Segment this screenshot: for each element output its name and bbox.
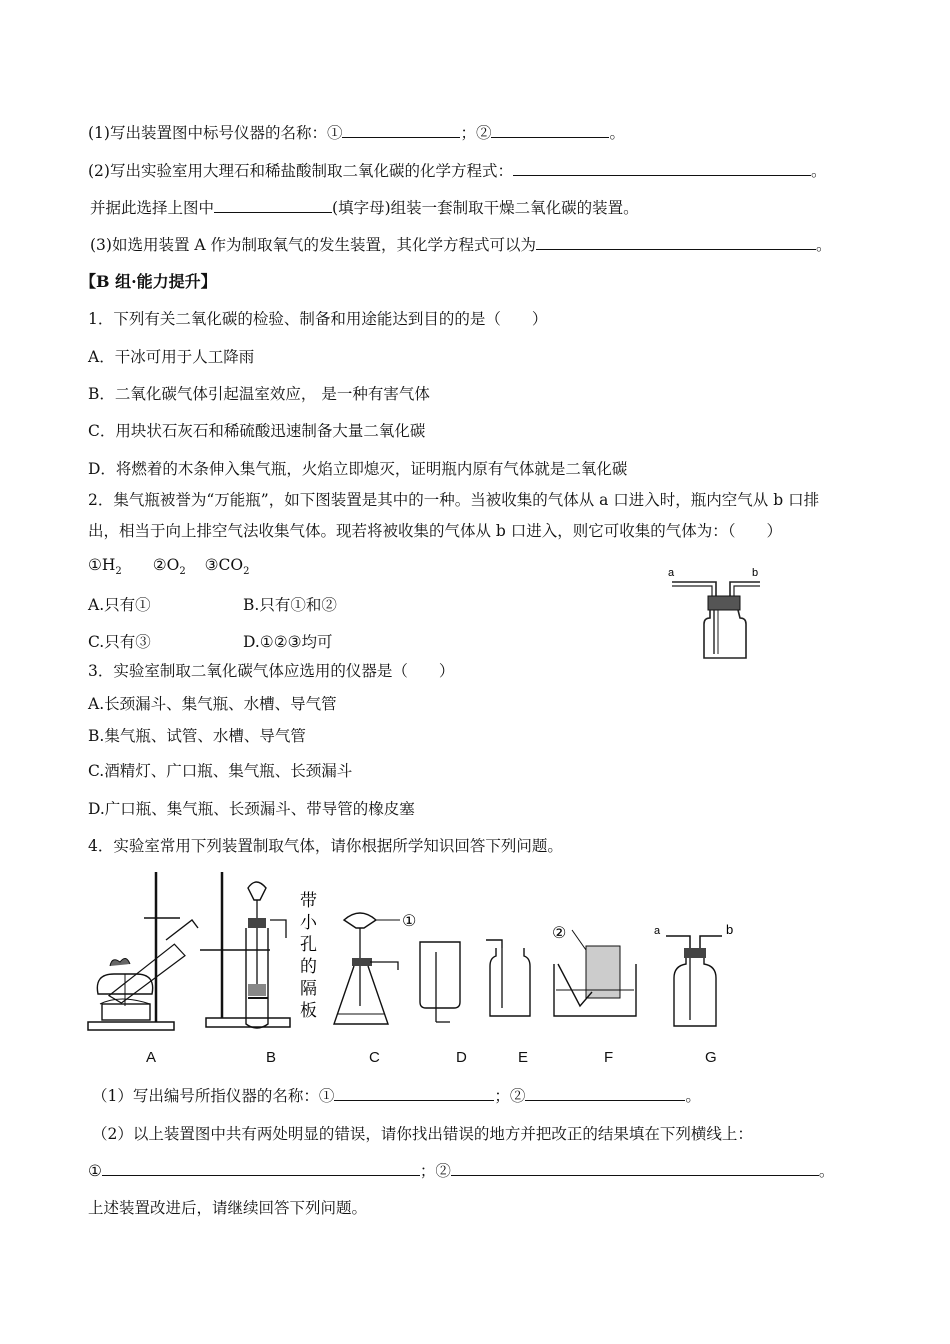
p3-stem: 3．实验室制取二氧化碳气体应选用的仪器是（ ）	[88, 662, 455, 680]
p1-option-d: D．将燃着的木条伸入集气瓶，火焰立即熄灭，证明瓶内原有气体就是二氧化碳	[88, 460, 628, 478]
answer-blank[interactable]	[513, 161, 811, 176]
apparatus-a	[88, 872, 198, 1030]
end: 。	[609, 124, 625, 142]
end: 。	[685, 1087, 701, 1105]
p4-q2: （2）以上装置图中共有两处明显的错误，请你找出错误的地方并把改正的结果填在下列横线上：	[92, 1125, 753, 1143]
apparatus-figure	[80, 866, 760, 1034]
vert-char: 小	[300, 913, 317, 932]
p1-option-a: A．干冰可用于人工降雨	[88, 348, 255, 366]
label-g: G	[705, 1049, 717, 1066]
p3-option-c: C.酒精灯、广口瓶、集气瓶、长颈漏斗	[88, 762, 353, 780]
answer-blank[interactable]	[342, 123, 460, 138]
apparatus-d	[420, 942, 460, 1022]
answer-blank[interactable]	[214, 198, 332, 213]
apparatus-g	[654, 922, 733, 1026]
gas-3: ③CO	[204, 556, 244, 574]
q-top-2	[88, 161, 826, 181]
apparatus-e	[486, 940, 530, 1016]
p4-tail: 上述装置改进后，请继续回答下列问题。	[88, 1199, 368, 1217]
q-top-2b-end: (填字母)组装一套制取干燥二氧化碳的装置。	[332, 199, 639, 217]
marker-1: ①	[402, 913, 417, 930]
sep: ；②	[419, 1162, 451, 1180]
end: 。	[816, 236, 832, 254]
label-a: A	[146, 1049, 157, 1066]
answer-blank[interactable]	[451, 1161, 819, 1176]
p4-stem: 4．实验室常用下列装置制取气体，请你根据所学知识回答下列问题。	[88, 837, 563, 855]
p4-q2-blanks	[88, 1161, 834, 1181]
port-b-label: b	[752, 567, 759, 579]
vert-char: 板	[300, 1001, 317, 1020]
p2-stem-1: 2．集气瓶被誉为“万能瓶”，如下图装置是其中的一种。当被收集的气体从 a 口进入时，瓶内空气从 b 口排	[88, 491, 820, 509]
answer-blank[interactable]	[102, 1161, 420, 1176]
answer-blank[interactable]	[525, 1086, 685, 1101]
section-b-heading: 【B 组·能力提升】	[80, 272, 217, 291]
g-port-b: b	[726, 922, 734, 937]
p3-option-d: D.广口瓶、集气瓶、长颈漏斗、带导管的橡皮塞	[88, 800, 415, 818]
apparatus-c	[334, 913, 416, 1024]
p2-stem-2: 出，相当于向上排空气法收集气体。现若将被收集的气体从 b 口进入，则它可收集的气体为：（ ）	[88, 522, 783, 540]
label-e: E	[518, 1049, 529, 1066]
apparatus-b	[200, 872, 290, 1028]
end: 。	[810, 162, 827, 180]
p2-option-d: D.①②③均可	[243, 633, 333, 651]
circle-1: ①	[88, 1162, 102, 1180]
q-top-1-text: (1)写出装置图中标号仪器的名称：①	[88, 124, 343, 142]
q-top-2b	[90, 198, 639, 218]
g-port-a: a	[654, 925, 661, 937]
label-c: C	[369, 1049, 380, 1066]
p1-option-b: B．二氧化碳气体引起温室效应， 是一种有害气体	[88, 385, 430, 403]
q-top-2b-text: 并据此选择上图中	[90, 199, 215, 217]
port-a-label: a	[668, 567, 675, 579]
perforated-plate-label	[300, 891, 318, 1020]
vert-char: 带	[300, 891, 317, 910]
vert-char: 的	[300, 957, 317, 976]
p2-option-a: A.只有①	[88, 596, 151, 614]
q-top-3	[90, 235, 832, 255]
answer-blank[interactable]	[334, 1086, 494, 1101]
answer-blank[interactable]	[536, 235, 816, 250]
p2-option-c: C.只有③	[88, 633, 151, 651]
marker-2: ②	[552, 925, 567, 942]
p1-stem: 1．下列有关二氧化碳的检验、制备和用途能达到目的的是（ ）	[88, 310, 548, 328]
p3-option-a: A.长颈漏斗、集气瓶、水槽、导气管	[88, 695, 337, 713]
vert-char: 孔	[300, 935, 317, 954]
sep: ；②	[494, 1087, 526, 1105]
gas-bottle-figure	[660, 562, 780, 662]
gas-1: ①H	[88, 556, 116, 574]
gas-1-sub: 2	[115, 566, 122, 578]
p4-q1-text: （1）写出编号所指仪器的名称：①	[92, 1087, 335, 1105]
end: 。	[818, 1162, 835, 1180]
label-f: F	[604, 1049, 614, 1066]
label-d: D	[456, 1049, 467, 1066]
p3-option-b: B.集气瓶、试管、水槽、导气管	[88, 727, 306, 745]
q-top-2-text: (2)写出实验室用大理石和稀盐酸制取二氧化碳的化学方程式：	[88, 162, 513, 180]
p1-option-c: C．用块状石灰石和稀硫酸迅速制备大量二氧化碳	[88, 422, 426, 440]
vert-char: 隔	[300, 979, 317, 998]
q-top-1	[88, 123, 625, 143]
apparatus-f	[552, 925, 636, 1016]
p2-gases	[88, 555, 250, 582]
label-b: B	[266, 1049, 277, 1066]
gas-2-sub: 2	[179, 566, 186, 578]
sep: ；②	[460, 124, 492, 142]
gas-3-sub: 2	[243, 566, 250, 578]
q-top-3-text: (3)如选用装置 A 作为制取氧气的发生装置，其化学方程式可以为	[90, 236, 537, 254]
p2-option-b: B.只有①和②	[243, 596, 337, 614]
p4-q1	[92, 1086, 701, 1106]
gas-2: ②O	[152, 556, 180, 574]
answer-blank[interactable]	[491, 123, 609, 138]
